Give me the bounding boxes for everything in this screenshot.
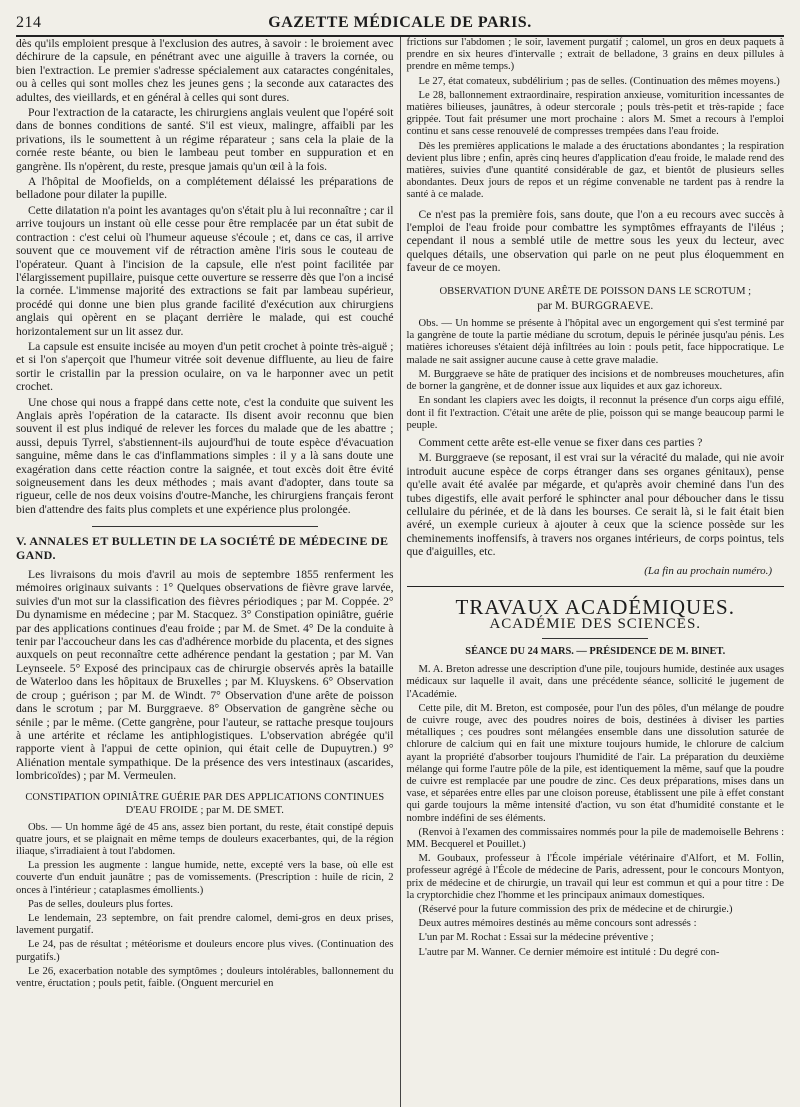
journal-title: GAZETTE MÉDICALE DE PARIS. bbox=[268, 14, 532, 31]
section-separator bbox=[92, 526, 319, 527]
academie-paragraph: M. Goubaux, professeur à l'École impériale vétérinaire d'Alfort, et M. Follin, professeur agrégé à l'École de médecine de Paris, adressent, pour le concours Montyon, prix de médecine et de chirurgie, un travail qui leur est commun et qui a pour titre : De la cryptorchidie chez l'homme et les principaux animaux domestiques. bbox=[406, 853, 785, 901]
observation-paragraph: frictions sur l'abdomen ; le soir, lavement purgatif ; calomel, un gros en deux paquets à prendre en six heures d'intervalle ; extrait de belladone, 3 grains en deux pillules à prendre en même temps.) bbox=[406, 37, 785, 73]
article-title-constipation: CONSTIPATION OPINIÂTRE GUÉRIE PAR DES APPLICATIONS CONTINUES D'EAU FROIDE ; par M. DE SMET. bbox=[25, 791, 385, 816]
observation-paragraph: Pas de selles, douleurs plus fortes. bbox=[28, 898, 174, 910]
right-column bbox=[401, 37, 785, 1107]
article-byline: par M. BURGGRAEVE. bbox=[537, 298, 654, 312]
paragraph: Cette dilatation n'a point les avantages qu'on s'était plu à lui reconnaître ; car il arrive toujours un instant où elle cesse pour être remplacée par un état subit de contraction : c'est celui où l'humeur aqueuse s'écoule ; et, dans ce cas, il arrive souvent que ce mouvement vif de rétraction amène l'iris sous le couteau de l'opérateur. Quant à l'incision de la capsule, elle n'est point facilitée par l'élargissement pupillaire, puisque cette ouverture se resserre dès que l'on a incisé la cornée. L'immense majorité des extractions se fait par lambeau supérieur, procédé qui donne une bien plus grande facilité d'exécution aux chirurgiens anglais qui opèrent en se plaçant derrière le malade, qui est couché horizontalement sur un lit assez dur. bbox=[16, 203, 394, 338]
observation-paragraph: Le 28, ballonnement extraordinaire, respiration anxieuse, vomiturition incessantes de matières bilieuses, jaunâtres, à odeur stercorale ; pouls très-petit et très-rapide ; face grippée. Tout fait présumer une mort prochaine : alors M. Smet a recours à l'emploi continu et sans cesse renouvelé de compresses trempées dans l'eau froide. bbox=[406, 89, 785, 138]
observation-paragraph: Obs. — Un homme âgé de 45 ans, assez bien portant, du reste, était constipé depuis quatre jours, et se plaignait en même temps de douleurs exacerbantes, qui, de la région iliaque, s'irradiaient à tout l'abdomen. bbox=[16, 821, 394, 857]
section-rule bbox=[407, 586, 785, 587]
academie-paragraph: L'un par M. Rochat : Essai sur la médecine préventive ; bbox=[418, 932, 654, 944]
observation-paragraph: En sondant les clapiers avec les doigts, il reconnut la présence d'un corps aigu effilé, dont il fit l'extraction. C'était une arête de plie, poisson qui se mange beaucoup parmi le peuple. bbox=[406, 395, 785, 431]
comment-paragraph: Ce n'est pas la première fois, sans doute, que l'on a eu recours avec succès à l'emploi de l'eau froide pour combattre les symptômes effrayants de l'iléus ; cependant il nous a semblé utile de mettre sous les yeux du lecteur, avec quelques détails, une observation qui parle on ne peut plus éloquemment en faveur de ce moyen. bbox=[406, 207, 785, 275]
academie-paragraph: (Réservé pour la future commission des prix de médecine et de chirurgie.) bbox=[418, 904, 733, 916]
academie-paragraph: Cette pile, dit M. Breton, est composée, pour l'un des pôles, d'un mélange de poudre de cuivre rouge, avec des poudres noires de bois, destinées à diviser les parties métalliques ; ces poudres sont mélangées ensemble dans une dissolution saturée de chlorure de calcium qui en fait une mixture toujours humide, le chlorure de calcium ayant la propriété d'absorber toujours l'humidité de l'air. La préparation du deuxième mélange qui forme l'autre pôle de la pile, est identiquement la même, sauf que la poudre de cuivre est remplacée par une poudre de zinc. Ces deux préparations, mises dans un vase, et séparées entre elles par une cloison poreuse, établissent une pile à effet constant qui garde toujours la même intensité d'action, vu son état d'humidité constante et le nombre indéfini de ses éléments. bbox=[406, 702, 785, 824]
section-paragraph: Les livraisons du mois d'avril au mois de septembre 1855 renferment les mémoires originaux suivants : 1° Quelques observations de fièvre grave larvée, suivies d'un mot sur la classification des fièvres périodiques ; par M. Coppée. 2° Du dynamisme en médecine ; par M. Stacquez. 3° Constipation opiniâtre, guérie par des applications continues d'eau froide ; par M. de Smet. 4° De la conduite à tenir par l'accoucheur dans les cas d'adhérence morbide du placenta, et des signes auxquels on peut reconnaître cette adhérence pendant la gestation ; par M. Van Leynseele. 5° Exposé des principaux cas de chirurgie observés après la bataille de Waterloo dans les hôpitaux de Bruxelles ; par M. Kluyskens. 6° Observation de croup ; guérison ; par M. de Windt. 7° Observation d'une arête de poisson dans le scrotum ; par M. Burggraeve. 8° Observation de gangrène sèche ou sénile ; par le même. (Cette gangrène, pour l'auteur, se rattache presque toujours à une artérite et réclame les antiphlogistiques. L'observation abrégée qu'il rapporte vient à l'appui de cette opinion, qui était celle de Dupuytren.) 9° Aliénation mentale sympathique. De la présence des vers intestinaux (ascarides, lombricoïdes) ; par M. Vermeulen. bbox=[16, 568, 394, 783]
academie-paragraph: (Renvoi à l'examen des commissaires nommés pour la pile de mademoiselle Behrens : MM. Becquerel et Pouillet.) bbox=[406, 826, 785, 851]
answer-paragraph: M. Burggraeve (se reposant, il est vrai sur la véracité du malade, qui nie avoir introduit aucune espèce de corps étranger dans ses organes génitaux), pense qu'elle avait été avalée par mégarde, et qu'après avoir cheminé dans l'un des tubes digestifs, elle avait perforé le sphincter anal pour déboucher dans le tissu cellulaire du périnée, et de là dans les bourses. Ce serait là, si le fait était bien avéré, un exemple curieux à ajouter à ceux que la science possède sur les cheminements inoffensifs, à travers nos organes intérieurs, de corps pointus, tels que d'aiguilles, etc. bbox=[406, 451, 785, 559]
observation-paragraph: M. Burggraeve se hâte de pratiquer des incisions et de nombreuses mouchetures, afin de borner la gangrène, et de donner issue aux liquides et aux gaz ichoreux. bbox=[406, 368, 785, 393]
observation-paragraph: Le 27, état comateux, subdélirium ; pas de selles. (Continuation des mêmes moyens.) bbox=[418, 75, 780, 87]
travaux-heading: TRAVAUX ACADÉMIQUES. bbox=[455, 594, 735, 619]
left-column bbox=[16, 37, 400, 1107]
continued-note: (La fin au prochain numéro.) bbox=[644, 564, 773, 577]
question-paragraph: Comment cette arête est-elle venue se fixer dans ces parties ? bbox=[418, 435, 703, 449]
article-title-arete: OBSERVATION D'UNE ARÊTE DE POISSON DANS LE SCROTUM ; bbox=[439, 285, 752, 297]
heading-rule bbox=[542, 638, 648, 639]
academie-paragraph: M. A. Breton adresse une description d'une pile, toujours humide, destinée aux usages médicaux sur laquelle il avait, dans une précédente séance, sollicité le jugement de l'Académie. bbox=[406, 664, 785, 700]
paragraph: Pour l'extraction de la cataracte, les chirurgiens anglais veulent que l'opéré soit dans de bonnes conditions de santé. S'il est vieux, malingre, affaibli par les privations, ils le soumettent à un régime réparateur ; sans cela la plaie de la cornée reste béante, ou bien le lambeau peut tomber en suppuration et en gangrène. Ils n'opèrent, du reste, presque jamais qu'un œil à la fois. bbox=[16, 106, 394, 173]
section-title: V. ANNALES ET BULLETIN DE LA SOCIÉTÉ DE MÉDECINE DE GAND. bbox=[16, 534, 389, 562]
page-header bbox=[16, 14, 784, 32]
page-number: 214 bbox=[16, 14, 42, 31]
observation-paragraph: Le 26, exacerbation notable des symptômes ; douleurs intolérables, ballonnement du ventre, éructation ; pouls petit, faible. (Onguent mercuriel en bbox=[16, 965, 394, 989]
academie-paragraph: Deux autres mémoires destinés au même concours sont adressés : bbox=[418, 918, 697, 930]
paragraph: La capsule est ensuite incisée au moyen d'un petit crochet à pointe très-aiguë ; et si l'on s'aperçoit que l'humeur vitrée soit devenue diffluente, au lieu de faire sortir le cristallin par la pression oculaire, on va le harponner avec un petit crochet. bbox=[16, 339, 394, 394]
seance-line: SÉANCE DU 24 MARS. — PRÉSIDENCE DE M. BINET. bbox=[465, 645, 726, 657]
academie-heading: ACADÉMIE DES SCIENCES. bbox=[489, 616, 702, 633]
observation-paragraph: Le 24, pas de résultat ; météorisme et douleurs encore plus vives. (Continuation des purgatifs.) bbox=[16, 939, 394, 963]
paragraph: A l'hôpital de Moofields, on a complétement délaissé les préparations de belladone pour dilater la pupille. bbox=[16, 175, 394, 202]
observation-paragraph: Dès les premières applications le malade a des éructations abondantes ; la respiration devient plus libre ; enfin, après cinq heures d'application d'eau froide, le malade rend des matières, suivies d'une quantité considérable de gaz, et bientôt de plusieurs selles abondantes. Deux jours de repos et un régime convenable ne tardent pas à rendre la santé à ce malade. bbox=[406, 140, 785, 201]
observation-paragraph: Le lendemain, 23 septembre, on fait prendre calomel, demi-gros en deux prises, lavement purgatif. bbox=[16, 912, 394, 937]
two-column-body bbox=[16, 37, 784, 1107]
paragraph: Une chose qui nous a frappé dans cette note, c'est la conduite que suivent les Anglais après l'opération de la cataracte. Ils disent avoir reconnu que bien souvent il est plus indiqué de relever les forces du malade que de les abattre ; aussi, depuis Tyrrel, s'abstiennent-ils aujourd'hui de toute espèce d'évacuation sanguine, même dans le cas d'inflammations simples : il y a là sans doute une exagération dans cette réaction contre la saignée, et tout excès doit être évité soigneusement dans les deux méthodes ; mais avant d'adopter, dans toute sa rigueur, celle de nos deux voisins d'outre-Manche, les chirurgiens français feront bien d'attendre des faits plus complets et une expérience plus prolongée. bbox=[16, 395, 394, 516]
paragraph: dès qu'ils emploient presque à l'exclusion des autres, à savoir : le broiement avec déchirure de la capsule, en pénétrant avec une aiguille à travers la cornée, ou bien l'extraction. Le premier s'adresse spécialement aux cataractes congénitales, ou à celles qui sont molles chez les jeunes gens ; la seconde aux cataractes des adultes, des vieillards, et en général à celles qui sont dures. bbox=[16, 37, 394, 104]
observation-paragraph: La pression les augmente : langue humide, nette, excepté vers la base, où elle est couverte d'un enduit jaunâtre ; pas de vomissements. (Prescription : huile de ricin, 2 onces à l'intérieur ; cataplasmes émollients.) bbox=[16, 860, 394, 896]
academie-paragraph: L'autre par M. Wanner. Ce dernier mémoire est intitulé : Du degré con- bbox=[418, 946, 720, 958]
observation-paragraph: Obs. — Un homme se présente à l'hôpital avec un engorgement qui s'est terminé par la gangrène de toute la partie médiane du scrotum, depuis le périnée jusqu'au pénis. Les matières ichoreuses s'étaient déjà infiltrées au loin : pouls petit, face hippocratique. Le malade ne sait assigner aucune cause à cette grave maladie. bbox=[406, 318, 785, 366]
